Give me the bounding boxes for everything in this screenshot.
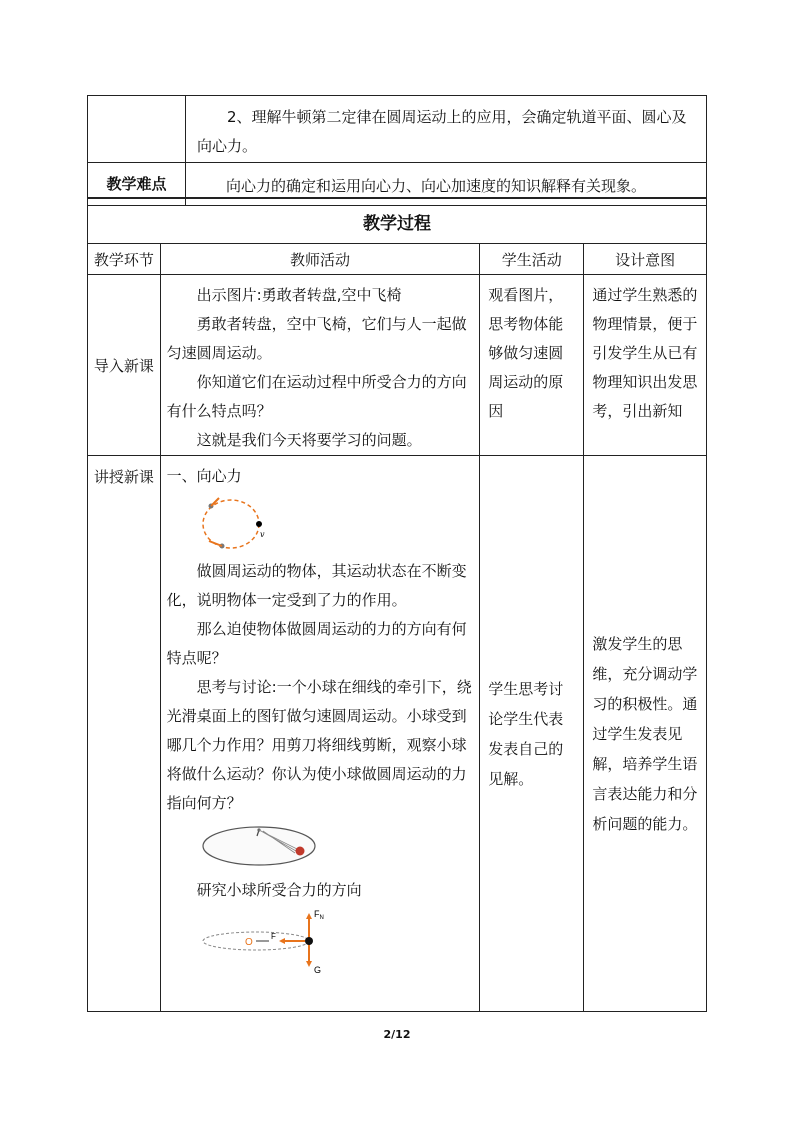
intro-stage: 导入新课 [88,275,161,456]
tension-arrowhead [279,938,285,944]
normal-force-letter: F [313,909,320,919]
tension-label: F [270,932,276,941]
object-dot-right [256,521,262,527]
objectives-difficulty-table [87,95,707,206]
objective-text-cell [186,96,707,163]
center-label: O [244,937,253,948]
objective-label-cell [88,96,186,163]
intro-teacher-line-4: 这就是我们今天将要学习的问题。 [196,431,422,449]
intro-student-activity: 观看图片，思考物体能够做匀速圆周运动的原因 [480,275,584,456]
intro-teacher-line-2: 勇敢者转盘，空中飞椅，它们与人一起做匀速圆周运动。 [166,315,467,362]
intro-teacher-line-3: 你知道它们在运动过程中所受合力的方向有什么特点吗？ [166,373,467,420]
lecture-design-intent: 激发学生的思维，充分调动学习的积极性。通过学生发表见解，培养学生语言表达能力和分析问题的能力。 [584,456,707,1012]
table-orbit [203,827,315,865]
teaching-process-table [87,197,707,1012]
objective-row [88,96,707,163]
normal-force-arrowhead [306,913,312,919]
ball [305,937,313,945]
gravity-label: G [313,965,321,975]
lecture-row [88,456,707,1012]
lecture-heading: 一、向心力 [166,467,242,485]
lecture-teacher-activity [160,456,480,1012]
lecture-paragraph-2: 那么迫使物体做圆周运动的力的方向有何特点呢？ [166,620,467,667]
circular-motion-figure [201,495,277,553]
header-row [88,244,707,275]
lecture-student-activity: 学生思考讨论学生代表发表自己的见解。 [480,456,584,1012]
header-teacher: 教师活动 [160,244,480,275]
objective-item-2: 2、理解牛顿第二定律在圆周运动上的应用，会确定轨道平面、圆心及向心力。 [197,108,687,155]
header-design: 设计意图 [584,244,707,275]
normal-force-subscript: N [319,915,324,921]
intro-teacher-activity [160,275,480,456]
force-diagram [201,909,351,975]
lecture-paragraph-3: 思考与讨论:一个小球在细线的牵引下，绕光滑桌面上的图钉做匀速圆周运动。小球受到哪几个力作用？用剪刀将细线剪断，观察小球将做什么运动？你认为使小球做圆周运动的力指向何方？ [166,678,472,812]
lecture-stage: 讲授新课 [88,456,161,1012]
velocity-label: v [259,530,265,539]
intro-row [88,275,707,456]
gravity-arrowhead [306,961,312,967]
header-stage: 教学环节 [88,244,161,275]
lecture-paragraph-1: 做圆周运动的物体，其运动状态在不断变化，说明物体一定受到了力的作用。 [166,562,467,609]
lecture-paragraph-4: 研究小球所受合力的方向 [196,881,362,899]
page-number: 2/12 [383,1028,411,1041]
difficulty-text: 向心力的确定和运用向心力、向心加速度的知识解释有关现象。 [186,163,707,206]
velocity-arrow-bottom [209,541,222,546]
red-ball [295,847,304,856]
normal-force-label [314,909,324,921]
header-student: 学生活动 [480,244,584,275]
process-title: 教学过程 [88,198,707,244]
intro-design-intent: 通过学生熟悉的物理情景，便于引发学生从已有物理知识出发思考，引出新知 [584,275,707,456]
difficulty-label: 教学难点 [88,163,186,206]
intro-teacher-line-1: 出示图片:勇敢者转盘,空中飞椅 [196,286,402,304]
ball-on-string-figure [201,822,323,872]
